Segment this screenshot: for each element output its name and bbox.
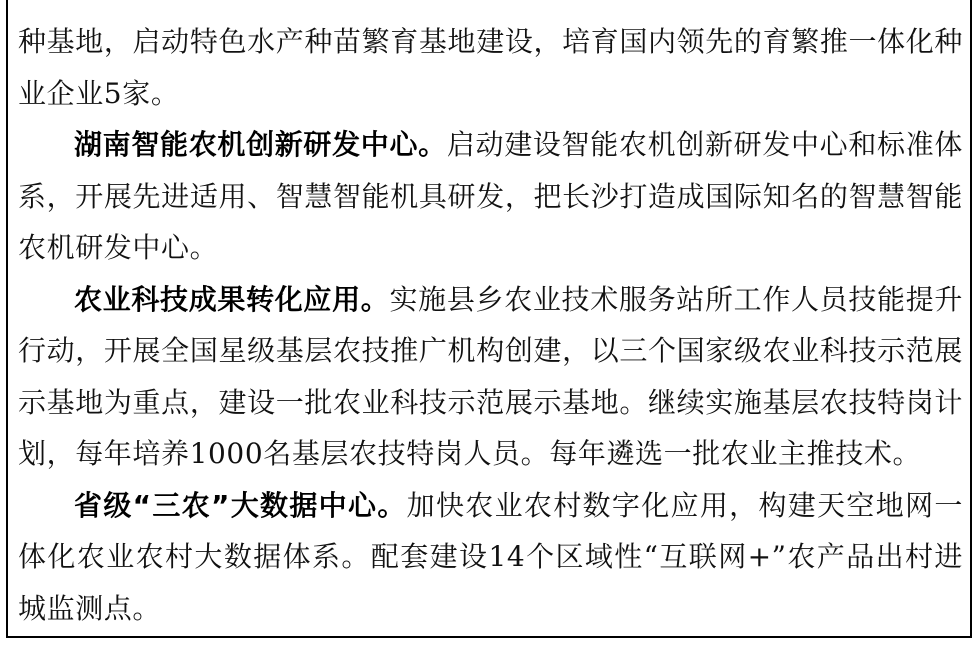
paragraph-big-data-center: [18, 480, 963, 635]
paragraph-text: 实施县乡农业技术服务站所工作人员技能提升行动，开展全国星级基层农技推广机构创建，以三个国家级农业科技示范展示基地为重点，建设一批农业科技示范展示基地。继续实施基层农技特岗计划，每年培养1000名基层农技特岗人员。每年遴选一批农业主推技术。: [18, 282, 963, 470]
paragraph-text: 种基地，启动特色水产种苗繁育基地建设，培育国内领先的育繁推一体化种业企业5家。: [18, 25, 963, 110]
paragraph-heading: 湖南智能农机创新研发中心。: [74, 128, 447, 161]
paragraph-tech-transfer: [18, 274, 963, 480]
document-body: [18, 16, 963, 634]
paragraph-heading: 农业科技成果转化应用。: [74, 282, 390, 316]
paragraph-text: 启动建设智能农机创新研发中心和标准体系，开展先进适用、智慧智能机具研发，把长沙打造成国际知名的智慧智能农机研发中心。: [18, 128, 963, 264]
paragraph-heading: 省级“三农”大数据中心。: [74, 488, 407, 522]
paragraph-continuation: [18, 16, 963, 119]
paragraph-text: 加快农业农村数字化应用，构建天空地网一体化农业农村大数据体系。配套建设14个区域性“互联网+”农产品出村进城监测点。: [18, 488, 963, 625]
paragraph-smart-agri-machinery: [18, 119, 963, 274]
